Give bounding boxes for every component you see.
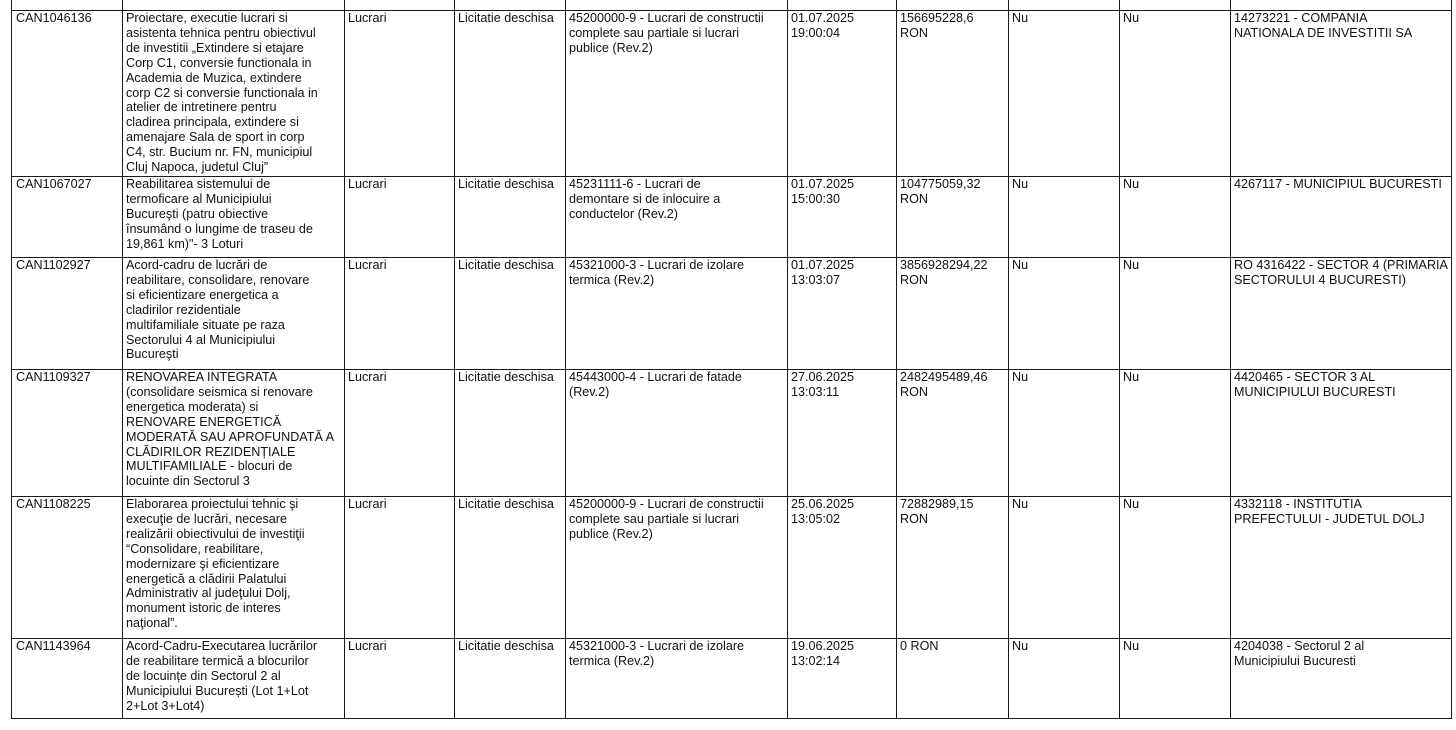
authority-cell: 14273221 - COMPANIA NATIONALA DE INVESTITII SA [1231, 11, 1452, 177]
flag-cell: Nu [1009, 497, 1120, 639]
notice-id-cell: CAN1108225 [12, 497, 123, 639]
table-row [12, 639, 1452, 719]
table-cell [1120, 0, 1231, 11]
flag-cell: Nu [1120, 497, 1231, 639]
table-cell [1009, 0, 1120, 11]
contract-title-cell: Proiectare, executie lucrari si asistenta tehnica pentru obiectivul de investitii „Extindere si etajare Corp C1, conversie functionala in Academia de Muzica, extindere corp C2 si conversie functionala in atelier de intretinere pentru cladirea principala, extindere si amenajare Sala de sport in corp C4, str. Bucium nr. FN, municipiul Cluj Napoca, judetul Cluj” [123, 11, 345, 177]
contract-type-cell: Lucrari [345, 639, 455, 719]
flag-cell: Nu [1009, 258, 1120, 370]
value-cell: 2482495489,46 RON [897, 370, 1009, 497]
cpv-code-cell: 45200000-9 - Lucrari de constructii complete sau partiale si lucrari publice (Rev.2) [566, 497, 788, 639]
authority-cell: RO 4316422 - SECTOR 4 (PRIMARIA SECTORULUI 4 BUCURESTI) [1231, 258, 1452, 370]
procurement-table-container [11, 0, 1452, 719]
table-row [12, 370, 1452, 497]
table-cell [566, 0, 788, 11]
procedure-cell: Licitatie deschisa [455, 177, 566, 258]
contract-title-cell: Elaborarea proiectului tehnic şi execuţie de lucrări, necesare realizării obiectivului de investiţii “Consolidare, reabilitare, modernizare şi eficientizare energetică a clădirii Palatului Administrativ al judeţului Dolj, monument istoric de interes naţional”. [123, 497, 345, 639]
notice-id-cell: CAN1067027 [12, 177, 123, 258]
flag-cell: Nu [1120, 11, 1231, 177]
table-cell [123, 0, 345, 11]
notice-id-cell: CAN1046136 [12, 11, 123, 177]
flag-cell: Nu [1120, 639, 1231, 719]
table-cell [345, 0, 455, 11]
date-cell: 01.07.2025 19:00:04 [788, 11, 897, 177]
table-cell [788, 0, 897, 11]
date-cell: 25.06.2025 13:05:02 [788, 497, 897, 639]
procurement-table [11, 0, 1452, 719]
contract-type-cell: Lucrari [345, 258, 455, 370]
contract-type-cell: Lucrari [345, 370, 455, 497]
procedure-cell: Licitatie deschisa [455, 370, 566, 497]
date-cell: 01.07.2025 13:03:07 [788, 258, 897, 370]
authority-cell: 4420465 - SECTOR 3 AL MUNICIPIULUI BUCURESTI [1231, 370, 1452, 497]
table-row [12, 258, 1452, 370]
table-cell [455, 0, 566, 11]
value-cell: 0 RON [897, 639, 1009, 719]
notice-id-cell: CAN1109327 [12, 370, 123, 497]
flag-cell: Nu [1120, 177, 1231, 258]
date-cell: 19.06.2025 13:02:14 [788, 639, 897, 719]
cpv-code-cell: 45443000-4 - Lucrari de fatade (Rev.2) [566, 370, 788, 497]
table-cell [1231, 0, 1452, 11]
table-row [12, 11, 1452, 177]
table-row-partial [12, 0, 1452, 11]
procedure-cell: Licitatie deschisa [455, 258, 566, 370]
authority-cell: 4204038 - Sectorul 2 al Municipiului Bucuresti [1231, 639, 1452, 719]
flag-cell: Nu [1009, 177, 1120, 258]
table-row [12, 177, 1452, 258]
flag-cell: Nu [1009, 370, 1120, 497]
procedure-cell: Licitatie deschisa [455, 639, 566, 719]
contract-type-cell: Lucrari [345, 177, 455, 258]
value-cell: 156695228,6 RON [897, 11, 1009, 177]
flag-cell: Nu [1009, 639, 1120, 719]
table-row [12, 497, 1452, 639]
value-cell: 3856928294,22 RON [897, 258, 1009, 370]
flag-cell: Nu [1120, 258, 1231, 370]
contract-title-cell: Acord-Cadru-Executarea lucrărilor de reabilitare termică a blocurilor de locuințe din Sectorul 2 al Municipiului București (Lot 1+Lot 2+Lot 3+Lot4) [123, 639, 345, 719]
date-cell: 27.06.2025 13:03:11 [788, 370, 897, 497]
cpv-code-cell: 45321000-3 - Lucrari de izolare termica (Rev.2) [566, 639, 788, 719]
cpv-code-cell: 45231111-6 - Lucrari de demontare si de inlocuire a conductelor (Rev.2) [566, 177, 788, 258]
procedure-cell: Licitatie deschisa [455, 11, 566, 177]
contract-type-cell: Lucrari [345, 497, 455, 639]
authority-cell: 4267117 - MUNICIPIUL BUCURESTI [1231, 177, 1452, 258]
notice-id-cell: CAN1143964 [12, 639, 123, 719]
table-cell [897, 0, 1009, 11]
flag-cell: Nu [1120, 370, 1231, 497]
table-cell [12, 0, 123, 11]
contract-title-cell: Acord-cadru de lucrări de reabilitare, consolidare, renovare si eficientizare energetica a cladirilor rezidentiale multifamiliale situate pe raza Sectorului 4 al Municipiului Bucureşti [123, 258, 345, 370]
value-cell: 72882989,15 RON [897, 497, 1009, 639]
contract-title-cell: Reabilitarea sistemului de termoficare al Municipiului Bucureşti (patru obiective însumând o lungime de traseu de 19,861 km)"- 3 Loturi [123, 177, 345, 258]
authority-cell: 4332118 - INSTITUTIA PREFECTULUI - JUDETUL DOLJ [1231, 497, 1452, 639]
date-cell: 01.07.2025 15:00:30 [788, 177, 897, 258]
cpv-code-cell: 45321000-3 - Lucrari de izolare termica (Rev.2) [566, 258, 788, 370]
flag-cell: Nu [1009, 11, 1120, 177]
contract-title-cell: RENOVAREA INTEGRATA (consolidare seismica si renovare energetica moderata) si RENOVARE ENERGETICĂ MODERATĂ SAU APROFUNDATĂ A CLĂDIRILOR REZIDENȚIALE MULTIFAMILIALE - blocuri de locuinte din Sectorul 3 [123, 370, 345, 497]
notice-id-cell: CAN1102927 [12, 258, 123, 370]
value-cell: 104775059,32 RON [897, 177, 1009, 258]
contract-type-cell: Lucrari [345, 11, 455, 177]
cpv-code-cell: 45200000-9 - Lucrari de constructii complete sau partiale si lucrari publice (Rev.2) [566, 11, 788, 177]
procedure-cell: Licitatie deschisa [455, 497, 566, 639]
